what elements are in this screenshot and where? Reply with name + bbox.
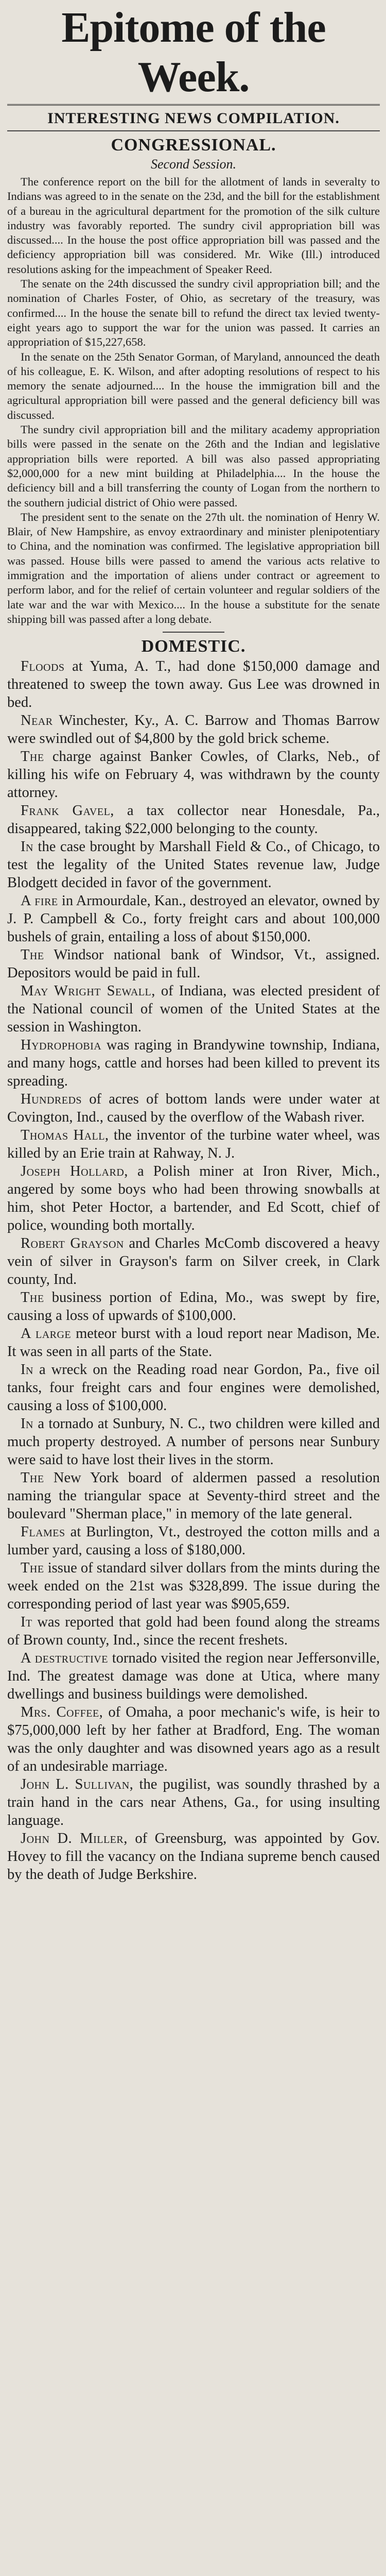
news-item: [7, 1415, 380, 1469]
news-item-text: of Indiana, was elected president of the National council of women of the United States at the session in Washington.: [7, 983, 380, 1036]
news-item: [7, 711, 380, 748]
news-item: [7, 946, 380, 982]
news-item: [7, 1703, 380, 1775]
news-item-text: charge against Banker Cowles, of Clarks, Neb., of killing his wife on February 4, was withdrawn by the county attorney.: [7, 749, 380, 801]
kicker-rule: [7, 130, 380, 131]
news-item-text: of acres of bottom lands were under water at Covington, Ind., caused by the overflow of the Wabash river.: [7, 1091, 380, 1126]
news-item-lead: John L. Sullivan,: [21, 1776, 134, 1793]
news-item-lead: Robert Grayson: [21, 1235, 124, 1252]
news-item-lead: Floods: [21, 658, 65, 675]
news-item-text: business portion of Edina, Mo., was swept by fire, causing a loss of upwards of $100,000.: [7, 1290, 380, 1324]
news-item: [7, 1775, 380, 1829]
news-item: [7, 892, 380, 946]
news-item-lead: The: [21, 1470, 44, 1486]
congress-paragraph: The conference report on the bill for the allotment of lands in severalty to Indians was agreed to in the senate on the 23d, and the bill for the establishment of a bureau in the agricultural department for the promotion of the silk culture industry was favorably reported. The sundry civil appropriation bill was discussed.... In the house the post office appropriation bill was passed and the deficiency appropriation bill was considered. Mr. Wike (Ill.) introduced resolutions asking for the impeachment of Speaker Reed.: [7, 175, 380, 276]
news-item-lead: Flames: [21, 1524, 65, 1540]
news-item-text: was reported that gold had been found along the streams of Brown county, Ind., since the recent freshets.: [7, 1614, 380, 1649]
news-item-text: was raging in Brandywine township, Indiana, and many hogs, cattle and horses had been killed to prevent its spreading.: [7, 1037, 380, 1090]
news-item-text: Winchester, Ky., A. C. Barrow and Thomas Barrow were swindled out of $4,800 by the gold brick scheme.: [7, 713, 380, 747]
news-item: [7, 1036, 380, 1090]
congress-paragraph: In the senate on the 25th Senator Gorman, of Maryland, announced the death of his colleague, E. K. Wilson, and after adopting resolutions of respect to his memory the senate adjourned.... In the house the immigration bill and the agricultural appropriation bill were passed and the general deficiency bill was discussed.: [7, 350, 380, 421]
news-item: [7, 1090, 380, 1126]
news-item-lead: The: [21, 1560, 44, 1577]
news-item-text: a wreck on the Reading road near Gordon, Pa., five oil tanks, four freight cars and four engines were demolished, causing a loss of $100,000.: [7, 1362, 380, 1414]
news-item: [7, 838, 380, 892]
news-item: [7, 1559, 380, 1613]
news-item-lead: Near: [21, 713, 53, 729]
news-item-text: tornado visited the region near Jeffersonville, Ind. The greatest damage was done at Utica, where many dwellings and business buildings were demolished.: [7, 1650, 380, 1703]
congress-subheading: Second Session.: [150, 157, 237, 172]
news-item-text: a Polish miner at Iron River, Mich., angered by some boys who had been throwing snowballs at him, shot Peter Hoctor, a bartender, and Ed Scott, chief of police, wounding both mortally.: [7, 1163, 380, 1234]
news-item: [7, 1829, 380, 1884]
news-item-lead: A fire: [21, 893, 58, 909]
congress-paragraph: The president sent to the senate on the 27th ult. the nomination of Henry W. Blair, of New Hampshire, as envoy extraordinary and minister plenipotentiary to China, and the nomination was confirmed. The legislative appropriation bill was passed. House bills were passed to amend the various acts relative to immigration and the importation of aliens under contract or agreement to perform labor, and for the relief of certain volunteer and regular soldiers of the late war and the war with Mexico.... In the house a substitute for the senate shipping bill was passed after a long debate.: [7, 510, 380, 625]
news-item-text: in Armourdale, Kan., destroyed an elevator, owned by J. P. Campbell & Co., forty freight cars and about 100,000 bushels of grain, entailing a loss of about $150,000.: [7, 893, 380, 945]
news-item-text: a tax collector near Honesdale, Pa., disappeared, taking $22,000 belonging to the county.: [7, 803, 380, 837]
news-item-lead: Hundreds: [21, 1091, 82, 1108]
news-item: [7, 1523, 380, 1559]
news-item: [7, 1361, 380, 1415]
news-item-text: Windsor national bank of Windsor, Vt., assigned. Depositors would be paid in full.: [7, 947, 380, 981]
kicker-heading: INTERESTING NEWS COMPILATION.: [47, 110, 340, 127]
news-item-lead: Thomas Hall,: [21, 1127, 109, 1144]
news-item-lead: Frank Gavel,: [21, 803, 114, 819]
congress-paragraph: The senate on the 24th discussed the sundry civil appropriation bill; and the nomination of Charles Foster, of Ohio, as secretary of the treasury, was confirmed.... In the house the senate bill to refund the direct tax levied twenty-eight years ago to support the war for the union was passed. It carries an appropriation of $15,227,658.: [7, 277, 380, 349]
news-item: [7, 1649, 380, 1703]
news-item-lead: In: [21, 839, 33, 855]
news-item-text: of Omaha, a poor mechanic's wife, is heir to $75,000,000 left by her father at Bradford, Eng. The woman was the only daughter and was disowned years ago as a result of an undesirable marriage.: [7, 1704, 380, 1775]
news-item-lead: May Wright Sewall,: [21, 983, 155, 999]
news-item-text: at Burlington, Vt., destroyed the cotton mills and a lumber yard, causing a loss of $180,000.: [7, 1524, 380, 1558]
news-item-lead: The: [21, 749, 44, 765]
news-item: [7, 657, 380, 711]
news-item-lead: The: [21, 1290, 44, 1306]
news-item-lead: A large: [21, 1326, 72, 1342]
news-item: [7, 1289, 380, 1325]
news-item: [7, 1162, 380, 1234]
news-item: [7, 1613, 380, 1649]
news-item-text: New York board of aldermen passed a resolution naming the triangular space at Seventy-third street and the boulevard "Sherman place," in memory of the late general.: [7, 1470, 380, 1522]
news-item: [7, 1469, 380, 1523]
news-item-lead: It: [21, 1614, 32, 1631]
news-item: [7, 802, 380, 838]
news-item: [7, 1126, 380, 1162]
news-item-text: issue of standard silver dollars from the mints during the week ended on the 21st was $328,899. The issue during the corresponding period of last year was $905,659.: [7, 1560, 380, 1613]
domestic-section: [7, 636, 380, 1884]
section-divider: [163, 632, 224, 633]
news-item-lead: John D. Miller,: [21, 1831, 128, 1847]
congress-heading: CONGRESSIONAL.: [111, 135, 276, 155]
news-item-lead: Joseph Hollard,: [21, 1163, 128, 1180]
domestic-heading: DOMESTIC.: [141, 637, 246, 656]
news-item: [7, 1234, 380, 1289]
news-item-text: the case brought by Marshall Field & Co., of Chicago, to test the legality of the United States revenue law, Judge Blodgett decided in favor of the government.: [7, 839, 380, 891]
news-item-lead: The: [21, 947, 44, 963]
news-item-text: at Yuma, A. T., had done $150,000 damage and threatened to sweep the town away. Gus Lee was drowned in bed.: [7, 658, 380, 711]
masthead-rule: [7, 104, 380, 106]
news-item-text: a tornado at Sunbury, N. C., two children were killed and much property destroyed. A number of persons near Sunbury were said to have lost their lives in the storm.: [7, 1416, 380, 1468]
news-item-lead: Hydrophobia: [21, 1037, 102, 1054]
news-item-text: the pugilist, was soundly thrashed by a train hand in the cars near Athens, Ga., for using insulting language.: [7, 1776, 380, 1829]
news-item-lead: A destructive: [21, 1650, 108, 1667]
news-item: [7, 748, 380, 802]
news-item: [7, 982, 380, 1036]
news-item-text: the inventor of the turbine water wheel, was killed by an Erie train at Rahway, N. J.: [7, 1127, 380, 1162]
news-item-text: and Charles McComb discovered a heavy vein of silver in Grayson's farm on Silver creek, in Clark county, Ind.: [7, 1235, 380, 1288]
congress-paragraph: The sundry civil appropriation bill and the military academy appropriation bills were passed in the senate on the 26th and the Indian and legislative appropriation bills were reported. A bill was also passed appropriating $2,000,000 for a new mint building at Philadelphia.... In the house the deficiency bill and a bill transferring the county of Logan from the northern to the southern judicial district of Ohio were passed.: [7, 423, 380, 509]
news-item-lead: Mrs. Coffee,: [21, 1704, 103, 1721]
news-item-text: meteor burst with a loud report near Madison, Me. It was seen in all parts of the State.: [7, 1326, 380, 1360]
masthead: Epitome of the Week.: [61, 4, 326, 101]
news-item-lead: In: [21, 1416, 33, 1432]
news-item-lead: In: [21, 1362, 33, 1378]
news-item: [7, 1325, 380, 1361]
news-item-text: of Greensburg, was appointed by Gov. Hovey to fill the vacancy on the Indiana supreme bench caused by the death of Judge Berkshire.: [7, 1831, 380, 1883]
congress-section: [7, 134, 380, 626]
